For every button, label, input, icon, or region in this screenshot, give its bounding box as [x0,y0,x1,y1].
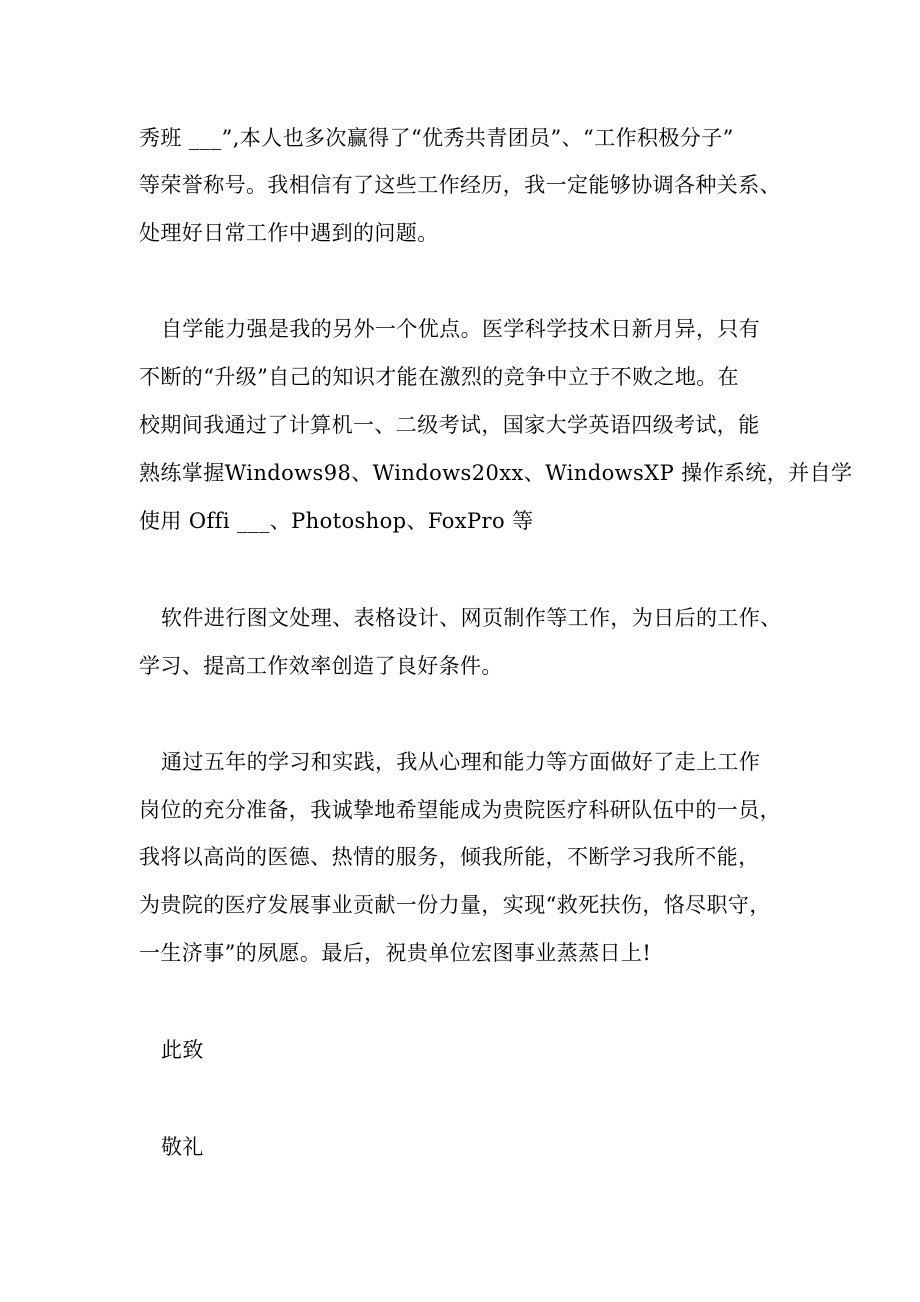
text-line: 自学能力强是我的另外一个优点。医学科学技术日新月异，只有 [161,317,761,341]
text-line: 通过五年的学习和实践，我从心理和能力等方面做好了走上工作 [161,750,761,774]
text-line: 秀班 ___”,本人也多次赢得了“优秀共青团员”、“工作积极分子” [139,126,734,150]
text-line: 为贵院的医疗发展事业贡献一份力量，实现“救死扶伤，恪尽职守， [139,893,771,917]
text-line: 软件进行图文处理、表格设计、网页制作等工作，为日后的工作、 [161,606,782,630]
text-line: 我将以高尚的医德、热情的服务，倾我所能，不断学习我所不能， [139,845,760,869]
text-line: 处理好日常工作中遇到的问题。 [139,221,439,245]
text-line: 使用 Offi ___、Photoshop、FoxPro 等 [139,509,534,533]
text-line: 学习、提高工作效率创造了良好条件。 [139,654,503,678]
text-line: 等荣誉称号。我相信有了这些工作经历，我一定能够协调各种关系、 [139,173,781,197]
text-line: 岗位的充分准备，我诚挚地希望能成为贵院医疗科研队伍中的一员， [139,798,781,822]
closing-greeting: 此致 [161,1038,204,1062]
closing-salutation: 敬礼 [161,1135,204,1159]
text-line: 一生济事”的夙愿。最后，祝贵单位宏图事业蒸蒸日上! [139,941,652,965]
text-line: 熟练掌握Windows98、Windows20xx、WindowsXP 操作系统，并自学 [139,461,853,485]
text-line: 校期间我通过了计算机一、二级考试，国家大学英语四级考试，能 [139,413,760,437]
text-line: 不断的“升级”自己的知识才能在激烈的竞争中立于不败之地。在 [139,365,740,389]
